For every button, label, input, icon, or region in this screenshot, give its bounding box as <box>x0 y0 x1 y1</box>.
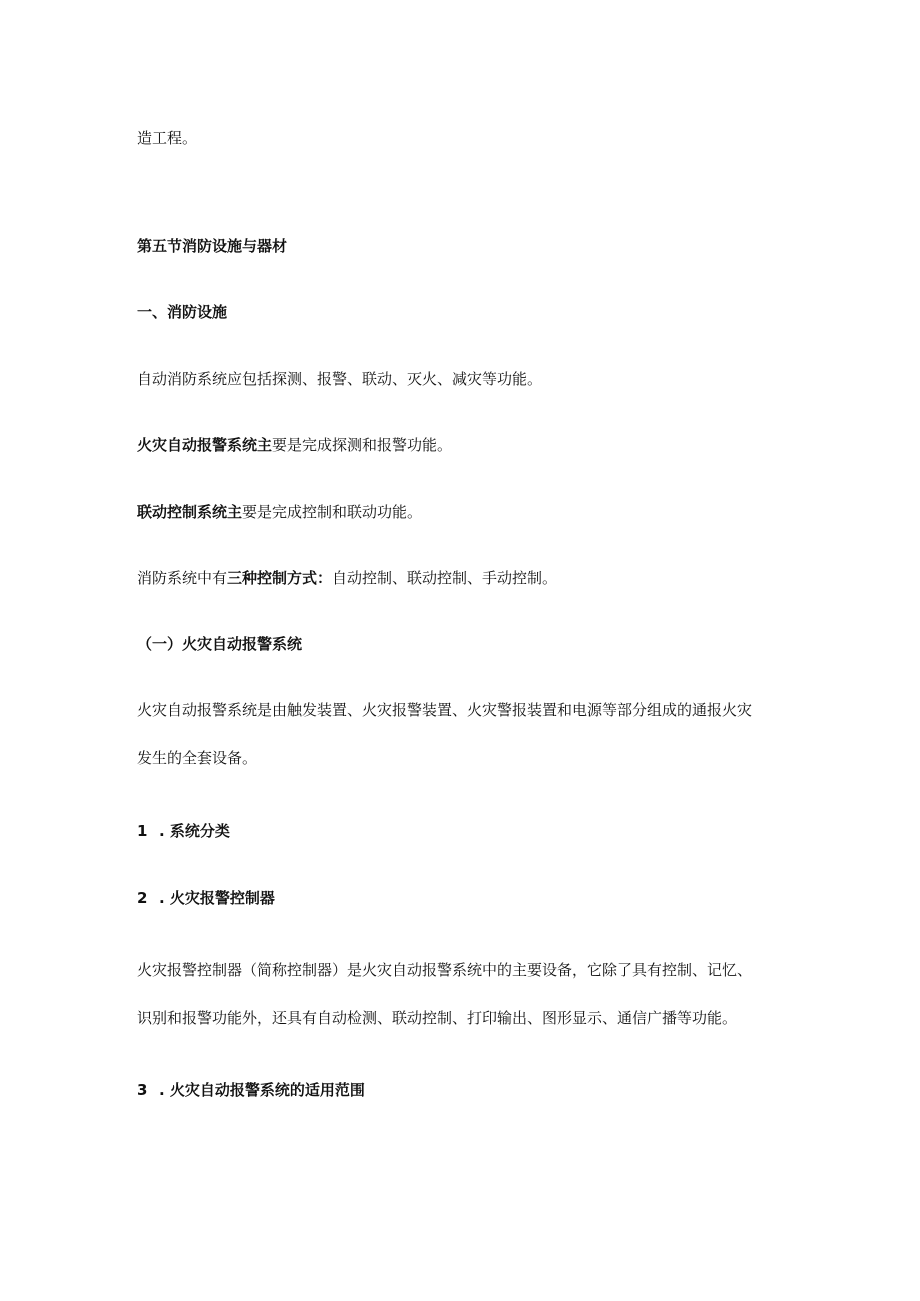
numbered-item-3 <box>137 1080 365 1100</box>
carryover-text: 造工程。 <box>137 129 198 147</box>
paragraph-controller-line-1: 火灾报警控制器（简称控制器）是火灾自动报警系统中的主要设备，它除了具有控制、记忆、 <box>137 961 753 979</box>
item-title: . 系统分类 <box>159 822 230 840</box>
section-title: 第五节消防设施与器材 <box>137 237 288 255</box>
numbered-item-1 <box>137 821 230 841</box>
paragraph-text: 自动控制、联动控制、手动控制。 <box>332 569 558 587</box>
paragraph-functions: 自动消防系统应包括探测、报警、联动、灭火、减灾等功能。 <box>137 370 543 388</box>
item-title: . 火灾报警控制器 <box>159 889 275 907</box>
paragraph-text: 要是完成探测和报警功能。 <box>272 436 453 454</box>
item-number: 3 <box>137 1081 148 1099</box>
heading-fire-alarm-system: （一）火灾自动报警系统 <box>137 635 303 653</box>
subsection-heading: 一、消防设施 <box>137 303 228 321</box>
paragraph-definition-line-2: 发生的全套设备。 <box>137 749 258 767</box>
numbered-item-2 <box>137 888 275 908</box>
paragraph-alarm-system <box>137 435 452 455</box>
bold-term: 三种控制方式： <box>227 569 333 587</box>
bold-term: 联动控制系统主 <box>137 503 243 521</box>
paragraph-definition-line-1: 火灾自动报警系统是由触发装置、火灾报警装置、火灾警报装置和电源等部分组成的通报火灾 <box>137 701 753 719</box>
paragraph-text: 消防系统中有 <box>137 569 228 587</box>
item-number: 2 <box>137 889 148 907</box>
paragraph-text: 要是完成控制和联动功能。 <box>242 503 423 521</box>
bold-term: 火灾自动报警系统主 <box>137 436 273 454</box>
paragraph-control-modes <box>137 568 557 588</box>
paragraph-linkage-system <box>137 502 422 522</box>
item-number: 1 <box>137 822 148 840</box>
item-title: . 火灾自动报警系统的适用范围 <box>159 1081 365 1099</box>
paragraph-controller-line-2: 识别和报警功能外，还具有自动检测、联动控制、打印输出、图形显示、通信广播等功能。 <box>137 1009 738 1027</box>
